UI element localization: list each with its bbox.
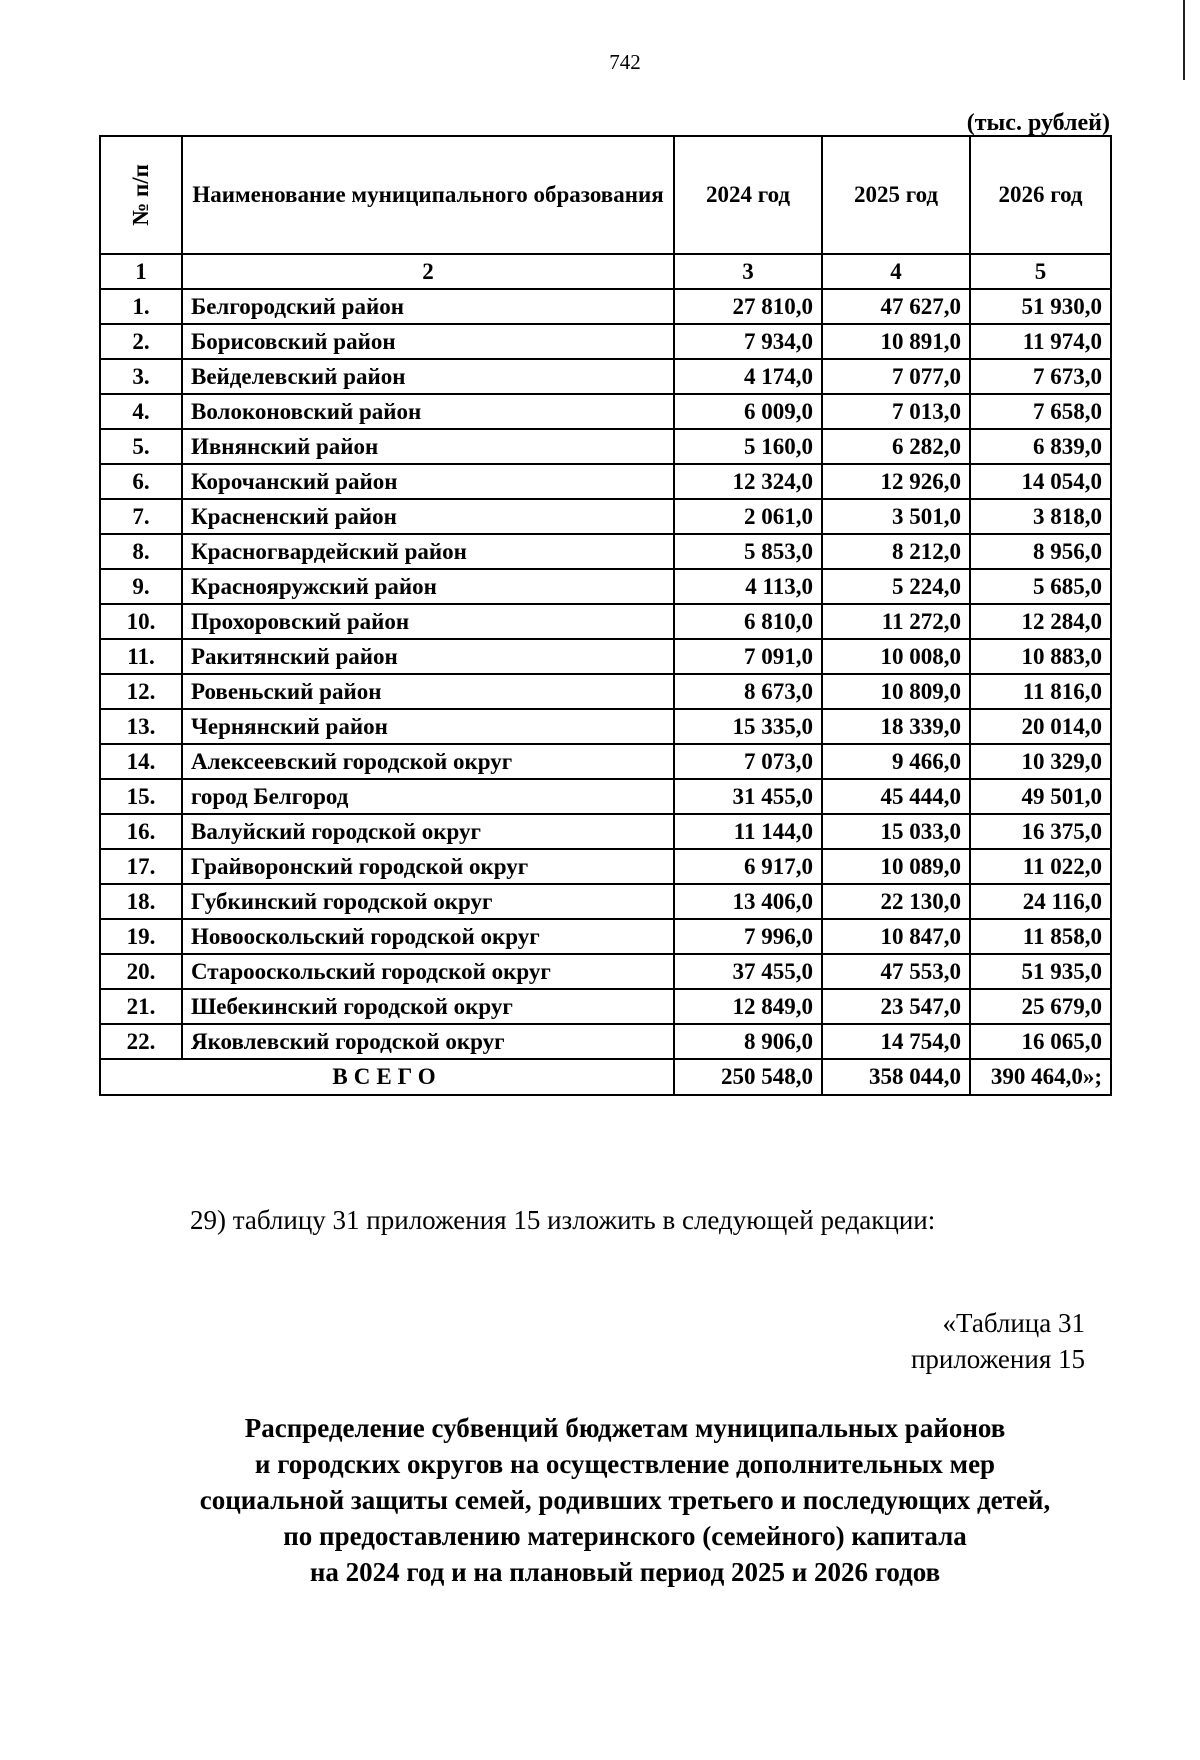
column-number: 5: [970, 254, 1111, 289]
column-number: 2: [182, 254, 674, 289]
row-number: 16.: [100, 814, 182, 849]
row-value-2025: 22 130,0: [822, 884, 970, 919]
row-value-2024: 8 673,0: [674, 674, 822, 709]
total-label: ВСЕГО: [100, 1059, 674, 1095]
title-line: и городских округов на осуществление дополнительных мер: [254, 1449, 996, 1479]
row-value-2025: 9 466,0: [822, 744, 970, 779]
header-name: Наименование муниципального образования: [182, 136, 674, 254]
row-value-2026: 16 375,0: [970, 814, 1111, 849]
table-row: [100, 639, 1111, 674]
row-value-2024: 7 073,0: [674, 744, 822, 779]
total-row: [100, 1059, 1111, 1095]
row-value-2026: 51 935,0: [970, 954, 1111, 989]
table-row: [100, 569, 1111, 604]
row-name: Волоконовский район: [182, 394, 674, 429]
row-value-2025: 12 926,0: [822, 464, 970, 499]
row-value-2026: 49 501,0: [970, 779, 1111, 814]
row-value-2026: 11 858,0: [970, 919, 1111, 954]
row-value-2024: 15 335,0: [674, 709, 822, 744]
row-name: Шебекинский городской округ: [182, 989, 674, 1024]
row-name: Прохоровский район: [182, 604, 674, 639]
table-row: [100, 919, 1111, 954]
header-2024: 2024 год: [674, 136, 822, 254]
table-row: [100, 464, 1111, 499]
row-value-2025: 10 847,0: [822, 919, 970, 954]
row-value-2025: 10 809,0: [822, 674, 970, 709]
row-number: 21.: [100, 989, 182, 1024]
row-value-2024: 13 406,0: [674, 884, 822, 919]
title-line: Распределение субвенций бюджетам муниципальных районов: [244, 1413, 1006, 1443]
row-value-2025: 11 272,0: [822, 604, 970, 639]
row-number: 17.: [100, 849, 182, 884]
row-value-2026: 11 816,0: [970, 674, 1111, 709]
row-number: 9.: [100, 569, 182, 604]
table-row: [100, 534, 1111, 569]
table-row: [100, 359, 1111, 394]
row-value-2026: 20 014,0: [970, 709, 1111, 744]
row-number: 14.: [100, 744, 182, 779]
row-name: Валуйский городской округ: [182, 814, 674, 849]
row-name: Новооскольский городской округ: [182, 919, 674, 954]
page-number: 742: [609, 50, 641, 74]
subventions-table: [99, 135, 1112, 1096]
table-row: [100, 709, 1111, 744]
row-value-2025: 6 282,0: [822, 429, 970, 464]
row-value-2026: 14 054,0: [970, 464, 1111, 499]
row-value-2026: 25 679,0: [970, 989, 1111, 1024]
row-name: Старооскольский городской округ: [182, 954, 674, 989]
row-name: Губкинский городской округ: [182, 884, 674, 919]
row-value-2025: 10 089,0: [822, 849, 970, 884]
table-reference: [911, 1305, 1085, 1377]
row-number: 11.: [100, 639, 182, 674]
row-number: 12.: [100, 674, 182, 709]
row-value-2024: 7 996,0: [674, 919, 822, 954]
row-value-2026: 3 818,0: [970, 499, 1111, 534]
row-value-2026: 6 839,0: [970, 429, 1111, 464]
table-row: [100, 989, 1111, 1024]
row-value-2025: 10 008,0: [822, 639, 970, 674]
row-value-2025: 47 627,0: [822, 289, 970, 324]
row-number: 18.: [100, 884, 182, 919]
row-number: 4.: [100, 394, 182, 429]
total-2025: 358 044,0: [822, 1059, 970, 1095]
table-row: [100, 289, 1111, 324]
units-label: (тыс. рублей): [966, 110, 1110, 136]
row-number: 2.: [100, 324, 182, 359]
row-value-2025: 23 547,0: [822, 989, 970, 1024]
table-row: [100, 604, 1111, 639]
table-row: [100, 814, 1111, 849]
row-number: 20.: [100, 954, 182, 989]
row-value-2025: 3 501,0: [822, 499, 970, 534]
row-number: 22.: [100, 1024, 182, 1059]
row-value-2024: 5 160,0: [674, 429, 822, 464]
row-name: Краснояружский район: [182, 569, 674, 604]
row-value-2026: 16 065,0: [970, 1024, 1111, 1059]
table-row: [100, 324, 1111, 359]
total-2026: 390 464,0»;: [970, 1059, 1111, 1095]
table-row: [100, 499, 1111, 534]
table-body: [100, 289, 1111, 1059]
table-row: [100, 779, 1111, 814]
row-value-2024: 4 113,0: [674, 569, 822, 604]
title-line: на 2024 год и на плановый период 2025 и 2026 годов: [309, 1557, 941, 1587]
row-name: Ровеньский район: [182, 674, 674, 709]
header-2025: 2025 год: [822, 136, 970, 254]
row-value-2025: 5 224,0: [822, 569, 970, 604]
row-value-2025: 45 444,0: [822, 779, 970, 814]
row-number: 3.: [100, 359, 182, 394]
document-title: [0, 1410, 1200, 1590]
table-row: [100, 744, 1111, 779]
row-name: Яковлевский городской округ: [182, 1024, 674, 1059]
column-number: 4: [822, 254, 970, 289]
row-value-2025: 7 077,0: [822, 359, 970, 394]
row-value-2026: 7 658,0: [970, 394, 1111, 429]
row-value-2024: 11 144,0: [674, 814, 822, 849]
row-number: 15.: [100, 779, 182, 814]
header-number-label: № п/п: [127, 164, 153, 226]
row-value-2026: 51 930,0: [970, 289, 1111, 324]
row-name: Борисовский район: [182, 324, 674, 359]
table-row: [100, 394, 1111, 429]
row-name: Ивнянский район: [182, 429, 674, 464]
row-value-2025: 14 754,0: [822, 1024, 970, 1059]
row-value-2026: 10 329,0: [970, 744, 1111, 779]
row-value-2024: 7 934,0: [674, 324, 822, 359]
row-value-2024: 2 061,0: [674, 499, 822, 534]
row-value-2024: 8 906,0: [674, 1024, 822, 1059]
row-value-2024: 12 324,0: [674, 464, 822, 499]
table-header-row: [100, 136, 1111, 254]
table-row: [100, 849, 1111, 884]
table-reference-line: приложения 15: [910, 1344, 1085, 1374]
column-number: 1: [100, 254, 182, 289]
row-number: 1.: [100, 289, 182, 324]
row-value-2025: 15 033,0: [822, 814, 970, 849]
row-value-2026: 5 685,0: [970, 569, 1111, 604]
row-name: Белгородский район: [182, 289, 674, 324]
row-value-2025: 7 013,0: [822, 394, 970, 429]
row-value-2026: 12 284,0: [970, 604, 1111, 639]
row-value-2025: 8 212,0: [822, 534, 970, 569]
row-value-2026: 24 116,0: [970, 884, 1111, 919]
row-value-2026: 11 022,0: [970, 849, 1111, 884]
row-value-2024: 12 849,0: [674, 989, 822, 1024]
row-value-2024: 6 009,0: [674, 394, 822, 429]
row-value-2024: 31 455,0: [674, 779, 822, 814]
header-number: [100, 136, 182, 254]
row-value-2024: 7 091,0: [674, 639, 822, 674]
table-row: [100, 1024, 1111, 1059]
row-number: 6.: [100, 464, 182, 499]
row-name: город Белгород: [182, 779, 674, 814]
row-name: Ракитянский район: [182, 639, 674, 674]
title-line: по предоставлению материнского (семейного) капитала: [283, 1521, 967, 1551]
row-number: 8.: [100, 534, 182, 569]
table-row: [100, 674, 1111, 709]
title-line: социальной защиты семей, родивших третьего и последующих детей,: [199, 1485, 1051, 1515]
row-number: 7.: [100, 499, 182, 534]
row-value-2025: 47 553,0: [822, 954, 970, 989]
row-value-2025: 10 891,0: [822, 324, 970, 359]
instruction-text: 29) таблицу 31 приложения 15 изложить в следующей редакции:: [190, 1205, 936, 1235]
row-value-2026: 10 883,0: [970, 639, 1111, 674]
row-name: Алексеевский городской округ: [182, 744, 674, 779]
row-value-2024: 5 853,0: [674, 534, 822, 569]
row-name: Чернянский район: [182, 709, 674, 744]
row-value-2026: 11 974,0: [970, 324, 1111, 359]
row-value-2024: 6 917,0: [674, 849, 822, 884]
row-value-2025: 18 339,0: [822, 709, 970, 744]
total-2024: 250 548,0: [674, 1059, 822, 1095]
row-name: Красненский район: [182, 499, 674, 534]
row-name: Грайворонский городской округ: [182, 849, 674, 884]
row-name: Красногвардейский район: [182, 534, 674, 569]
header-2026: 2026 год: [970, 136, 1111, 254]
row-name: Вейделевский район: [182, 359, 674, 394]
row-number: 5.: [100, 429, 182, 464]
row-value-2024: 4 174,0: [674, 359, 822, 394]
row-number: 10.: [100, 604, 182, 639]
row-value-2026: 8 956,0: [970, 534, 1111, 569]
row-name: Корочанский район: [182, 464, 674, 499]
column-number: 3: [674, 254, 822, 289]
table-row: [100, 954, 1111, 989]
table-reference-line: «Таблица 31: [942, 1308, 1085, 1338]
row-number: 13.: [100, 709, 182, 744]
row-value-2024: 6 810,0: [674, 604, 822, 639]
table-row: [100, 429, 1111, 464]
row-value-2026: 7 673,0: [970, 359, 1111, 394]
row-value-2024: 27 810,0: [674, 289, 822, 324]
column-number-row: [100, 254, 1111, 289]
table-row: [100, 884, 1111, 919]
row-value-2024: 37 455,0: [674, 954, 822, 989]
row-number: 19.: [100, 919, 182, 954]
